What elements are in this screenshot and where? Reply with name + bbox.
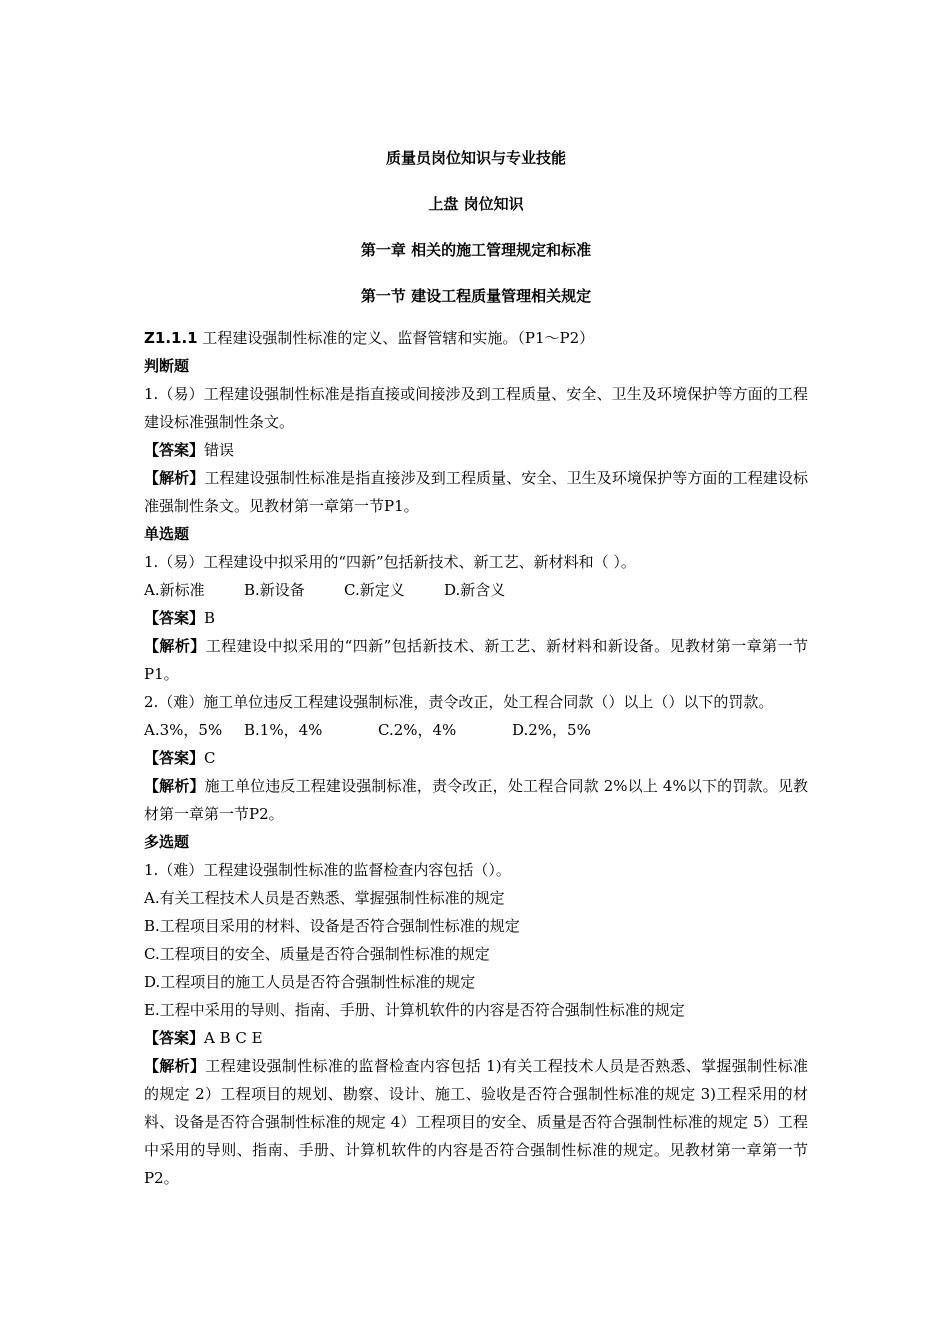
analysis-text: 工程建设中拟采用的“四新”包括新技术、新工艺、新材料和新设备。见教材第一章第一节P1。: [144, 637, 808, 683]
judgment-q1-analysis: [144, 464, 808, 520]
analysis-text: 工程建设强制性标准的监督检查内容包括 1)有关工程技术人员是否熟悉、掌握强制性标准的规定 2）工程项目的规划、勘察、设计、施工、验收是否符合强制性标准的规定 3)工程采用的材料、设备是否符合强制性标准的规定 4）工程项目的安全、质量是否符合强制性标准的规定 5）工程中采用的导则、指南、手册、计算机软件的内容是否符合强制性标准的规定。见教材第一章第一节P2。: [144, 1057, 808, 1187]
multiple-q1-question: 1.（难）工程建设强制性标准的监督检查内容包括（）。: [144, 861, 511, 879]
judgment-q1-question: 1.（易）工程建设强制性标准是指直接或间接涉及到工程质量、安全、卫生及环境保护等方面的工程建设标准强制性条文。: [144, 385, 808, 431]
option-c: C.工程项目的安全、质量是否符合强制性标准的规定: [144, 945, 490, 963]
option-b: B.新设备: [244, 581, 305, 599]
judgment-q1-answer: [144, 436, 808, 464]
topic-line: [144, 324, 808, 352]
option-d: D.工程项目的施工人员是否符合强制性标准的规定: [144, 973, 476, 991]
multiple-q1-analysis: [144, 1052, 808, 1192]
single-q1-answer: [144, 604, 808, 632]
analysis-label: 【解析】: [144, 637, 206, 655]
analysis-label: 【解析】: [144, 1057, 206, 1075]
part-title: 上盘 岗位知识: [428, 195, 524, 213]
analysis-text: 工程建设强制性标准是指直接涉及到工程质量、安全、卫生及环境保护等方面的工程建设标准强制性条文。见教材第一章第一节P1。: [144, 469, 808, 515]
single-q2-analysis: [144, 772, 808, 828]
answer-value: 错误: [204, 441, 235, 459]
single-q2-question: 2.（难）施工单位违反工程建设强制标准，责令改正，处工程合同款（）以上（）以下的罚款。: [144, 693, 774, 711]
single-q1-analysis: [144, 632, 808, 688]
option-b: B.1%，4%: [244, 721, 323, 739]
answer-value: B: [204, 609, 216, 627]
answer-label: 【答案】: [144, 609, 205, 627]
single-q1-question: 1.（易）工程建设中拟采用的“四新”包括新技术、新工艺、新材料和（ ）。: [144, 553, 636, 571]
option-a: A.新标准: [144, 581, 205, 599]
option-c: C.新定义: [344, 581, 405, 599]
option-a: A.3%，5%: [144, 721, 223, 739]
section-title: 第一节 建设工程质量管理相关规定: [360, 287, 592, 305]
option-a: A.有关工程技术人员是否熟悉、掌握强制性标准的规定: [144, 889, 505, 907]
multiple-heading: 多选题: [144, 833, 190, 851]
multiple-q1-answer: [144, 1024, 808, 1052]
analysis-label: 【解析】: [144, 469, 205, 487]
option-c: C.2%，4%: [378, 721, 457, 739]
single-heading: 单选题: [144, 525, 190, 543]
option-b: B.工程项目采用的材料、设备是否符合强制性标准的规定: [144, 917, 520, 935]
analysis-label: 【解析】: [144, 777, 205, 795]
document-page: [144, 140, 808, 1192]
answer-label: 【答案】: [144, 441, 205, 459]
option-d: D.2%，5%: [512, 721, 591, 739]
topic-code: Z1.1.1: [144, 329, 198, 347]
single-q2-answer: [144, 744, 808, 772]
answer-label: 【答案】: [144, 749, 205, 767]
analysis-text: 施工单位违反工程建设强制标准，责令改正，处工程合同款 2%以上 4%以下的罚款。见教材第一章第一节P2。: [144, 777, 808, 823]
chapter-title: 第一章 相关的施工管理规定和标准: [360, 241, 592, 259]
option-d: D.新含义: [444, 581, 506, 599]
option-e: E.工程中采用的导则、指南、手册、计算机软件的内容是否符合强制性标准的规定: [144, 1001, 685, 1019]
single-q1-options: [144, 576, 808, 604]
single-q2-options: [144, 716, 808, 744]
answer-label: 【答案】: [144, 1029, 205, 1047]
main-title: 质量员岗位知识与专业技能: [385, 149, 566, 167]
answer-value: A B C E: [204, 1029, 263, 1047]
answer-value: C: [204, 749, 216, 767]
topic-text: 工程建设强制性标准的定义、监督管辖和实施。（P1～P2）: [197, 329, 595, 347]
judgment-heading: 判断题: [144, 357, 190, 375]
